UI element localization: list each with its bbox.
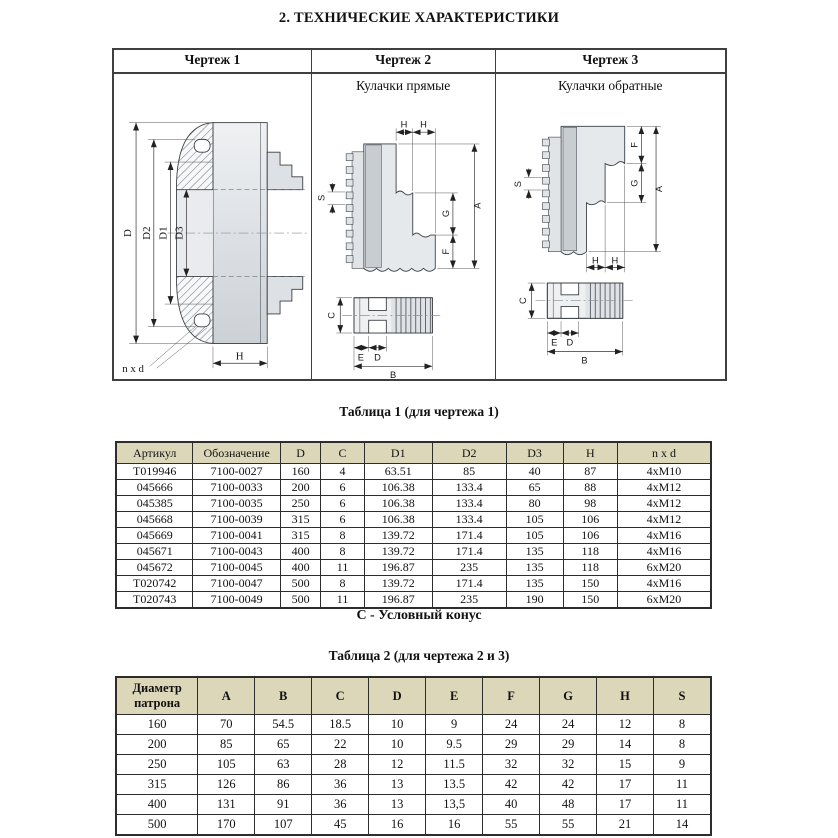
table-cell: 235 <box>432 592 506 609</box>
table1-caption: Таблица 1 (для чертежа 1) <box>339 404 499 419</box>
table-cell: 315 <box>280 512 321 528</box>
table-row <box>116 480 711 496</box>
table2-caption: Таблица 2 (для чертежа 2 и 3) <box>328 648 510 663</box>
table-cell: 139.72 <box>364 544 432 560</box>
table-cell: 4xM12 <box>617 512 711 528</box>
table-cell: 14 <box>597 735 654 755</box>
column-header: A <box>198 677 255 715</box>
table-cell: 55 <box>483 815 540 836</box>
table-cell: 105 <box>506 512 563 528</box>
dim-label-h1: H <box>400 119 408 130</box>
table-cell: 190 <box>506 592 563 609</box>
column-header: S <box>654 677 711 715</box>
table-cell: 8 <box>321 576 364 592</box>
table-cell: 315 <box>116 775 198 795</box>
table-cell: 88 <box>563 480 617 496</box>
table-cell: 65 <box>506 480 563 496</box>
table-cell: 54.5 <box>255 715 312 735</box>
table-cell: 7100-0047 <box>193 576 280 592</box>
table-cell: 17 <box>597 775 654 795</box>
table-cell: 85 <box>198 735 255 755</box>
table-cell: 29 <box>540 735 597 755</box>
column-header: Диаметр патрона <box>116 677 198 715</box>
dim-label-d: D <box>566 337 574 348</box>
drawing3-subtitle: Кулачки обратные <box>558 78 663 93</box>
drawings-table <box>112 48 727 381</box>
table-cell: 8 <box>654 715 711 735</box>
table-cell: 17 <box>597 795 654 815</box>
table-cell: 85 <box>432 464 506 480</box>
column-header: C <box>321 442 364 464</box>
table-cell: 9.5 <box>426 735 483 755</box>
table-cell: 11 <box>654 775 711 795</box>
dim-label-h: H <box>236 350 244 363</box>
table-cell: 91 <box>255 795 312 815</box>
table-cell: 12 <box>597 715 654 735</box>
table-cell: 170 <box>198 815 255 836</box>
column-header: E <box>426 677 483 715</box>
column-header: D <box>369 677 426 715</box>
table-cell: 7100-0049 <box>193 592 280 609</box>
column-header: H <box>597 677 654 715</box>
table-cell: 315 <box>280 528 321 544</box>
table-cell: 63.51 <box>364 464 432 480</box>
table-cell: 13 <box>369 775 426 795</box>
table-cell: 13,5 <box>426 795 483 815</box>
straight-jaw-drawing <box>312 97 495 379</box>
table-cell: 98 <box>563 496 617 512</box>
table-cell: 196.87 <box>364 592 432 609</box>
table-cell: 400 <box>280 544 321 560</box>
table-cell: 6 <box>321 480 364 496</box>
table-cell: 6 <box>321 512 364 528</box>
table-cell: 12 <box>369 755 426 775</box>
table-cell: 135 <box>506 544 563 560</box>
table-cell: 18.5 <box>312 715 369 735</box>
table-cell: 106.38 <box>364 496 432 512</box>
table-cell: 139.72 <box>364 528 432 544</box>
table-cell: 4xM16 <box>617 544 711 560</box>
drawing3-title: Чертеж 3 <box>496 50 725 74</box>
table-cell: 133.4 <box>432 480 506 496</box>
column-header: n x d <box>617 442 711 464</box>
table-cell: 500 <box>280 576 321 592</box>
table-cell: 105 <box>506 528 563 544</box>
table-row <box>116 795 711 815</box>
table-cell: 4 <box>321 464 364 480</box>
drawing-panel-3 <box>495 50 725 379</box>
table-cell: 171.4 <box>432 528 506 544</box>
table-cell: 171.4 <box>432 544 506 560</box>
table-cell: 400 <box>280 560 321 576</box>
table-row <box>116 592 711 609</box>
column-header: G <box>540 677 597 715</box>
dim-label-g: G <box>629 179 640 187</box>
table-cell: 250 <box>116 755 198 775</box>
table-cell: 118 <box>563 544 617 560</box>
table-cell: 13 <box>369 795 426 815</box>
table-cell: 8 <box>321 544 364 560</box>
table-row <box>116 715 711 735</box>
table-row <box>116 512 711 528</box>
table-cell: 133.4 <box>432 496 506 512</box>
dim-label-d2: D2 <box>141 226 154 240</box>
table-cell: 106.38 <box>364 480 432 496</box>
table-cell: 135 <box>506 560 563 576</box>
table-cell: 11.5 <box>426 755 483 775</box>
table-cell: 13.5 <box>426 775 483 795</box>
table-cell: 42 <box>540 775 597 795</box>
table-cell: 65 <box>255 735 312 755</box>
table-cell: 250 <box>280 496 321 512</box>
table-header-row <box>116 442 711 464</box>
table-cell: 36 <box>312 795 369 815</box>
table-cell: 80 <box>506 496 563 512</box>
table-cell: 32 <box>540 755 597 775</box>
cone-note: С - Условный конус <box>356 608 482 623</box>
table-cell: 7100-0041 <box>193 528 280 544</box>
table-row <box>116 560 711 576</box>
table-cell: 200 <box>116 735 198 755</box>
column-header: D1 <box>364 442 432 464</box>
table-cell: 6xM20 <box>617 560 711 576</box>
table-cell: 55 <box>540 815 597 836</box>
table-cell: 7100-0039 <box>193 512 280 528</box>
table-cell: 500 <box>280 592 321 609</box>
dim-label-e: E <box>357 352 364 363</box>
table-cell: 21 <box>597 815 654 836</box>
drawing1-subtitle <box>114 74 311 97</box>
table-cell: 24 <box>540 715 597 735</box>
dim-label-h1: H <box>591 255 599 266</box>
dim-label-s: S <box>316 194 327 201</box>
table-row <box>116 815 711 836</box>
table-cell: 7100-0035 <box>193 496 280 512</box>
table-cell: 107 <box>255 815 312 836</box>
dim-label-e: E <box>550 337 558 348</box>
table-cell: 045669 <box>116 528 193 544</box>
table-cell: 11 <box>654 795 711 815</box>
table-cell: 500 <box>116 815 198 836</box>
dim-label-h2: H <box>419 119 427 130</box>
spec-table-1 <box>115 441 712 609</box>
reverse-jaw-drawing <box>496 97 725 379</box>
dim-label-c: C <box>517 297 528 305</box>
column-header: B <box>255 677 312 715</box>
table-row <box>116 496 711 512</box>
table-cell: 4xM16 <box>617 528 711 544</box>
table-row <box>116 576 711 592</box>
table-cell: 32 <box>483 755 540 775</box>
table-cell: T020743 <box>116 592 193 609</box>
dim-label-d: D <box>373 352 381 363</box>
dim-label-b: B <box>581 355 588 366</box>
table-cell: 11 <box>321 560 364 576</box>
table-cell: 24 <box>483 715 540 735</box>
table-row <box>116 735 711 755</box>
column-header: C <box>312 677 369 715</box>
dim-label-a: A <box>472 202 483 209</box>
spec-table-2 <box>115 676 712 836</box>
table-cell: 196.87 <box>364 560 432 576</box>
column-header: D3 <box>506 442 563 464</box>
column-header: Обозначение <box>193 442 280 464</box>
table-cell: 29 <box>483 735 540 755</box>
table-cell: 4xM16 <box>617 576 711 592</box>
table-cell: 045385 <box>116 496 193 512</box>
table-cell: 11 <box>321 592 364 609</box>
dim-label-d1: D1 <box>157 226 170 240</box>
dim-label-h2: H <box>611 255 619 266</box>
table-cell: 045668 <box>116 512 193 528</box>
table-row <box>116 464 711 480</box>
drawing-panel-2 <box>311 50 495 379</box>
table-cell: 133.4 <box>432 512 506 528</box>
table-cell: 106 <box>563 528 617 544</box>
table-cell: 200 <box>280 480 321 496</box>
table-row <box>116 755 711 775</box>
table-cell: 6xM20 <box>617 592 711 609</box>
column-header: Артикул <box>116 442 193 464</box>
table-cell: 4xM12 <box>617 496 711 512</box>
table-cell: 126 <box>198 775 255 795</box>
dim-label-c: C <box>326 312 337 319</box>
column-header: D <box>280 442 321 464</box>
table-cell: 150 <box>563 576 617 592</box>
table-cell: 139.72 <box>364 576 432 592</box>
table-cell: 8 <box>321 528 364 544</box>
table-cell: 131 <box>198 795 255 815</box>
table-cell: 45 <box>312 815 369 836</box>
table-cell: 4xM10 <box>617 464 711 480</box>
table-cell: 235 <box>432 560 506 576</box>
table-cell: 16 <box>369 815 426 836</box>
table-cell: 135 <box>506 576 563 592</box>
table-cell: 36 <box>312 775 369 795</box>
table-cell: 16 <box>426 815 483 836</box>
dim-label-f: F <box>440 248 451 255</box>
table-cell: 8 <box>654 735 711 755</box>
table-cell: 10 <box>369 715 426 735</box>
drawing1-title: Чертеж 1 <box>114 50 311 74</box>
table-cell: T020742 <box>116 576 193 592</box>
table-cell: 7100-0033 <box>193 480 280 496</box>
table-cell: 9 <box>426 715 483 735</box>
table-cell: 70 <box>198 715 255 735</box>
table-header-row <box>116 677 711 715</box>
table-cell: 40 <box>483 795 540 815</box>
table-cell: 48 <box>540 795 597 815</box>
table-cell: 15 <box>597 755 654 775</box>
table-cell: 171.4 <box>432 576 506 592</box>
table-row <box>116 544 711 560</box>
page-title: 2. ТЕХНИЧЕСКИЕ ХАРАКТЕРИСТИКИ <box>278 10 560 26</box>
column-header: D2 <box>432 442 506 464</box>
table-row <box>116 775 711 795</box>
table-cell: 9 <box>654 755 711 775</box>
drawing2-subtitle: Кулачки прямые <box>356 78 451 93</box>
table-cell: 14 <box>654 815 711 836</box>
table-cell: 6 <box>321 496 364 512</box>
drawing-panel-1 <box>114 50 311 379</box>
dim-label-b: B <box>389 370 397 379</box>
table-row <box>116 528 711 544</box>
table-cell: 7100-0043 <box>193 544 280 560</box>
dim-label-a: A <box>653 185 664 193</box>
table-cell: 150 <box>563 592 617 609</box>
table-cell: 106.38 <box>364 512 432 528</box>
dim-label-d: D <box>122 229 135 237</box>
table-cell: 40 <box>506 464 563 480</box>
table-cell: 87 <box>563 464 617 480</box>
table-cell: 400 <box>116 795 198 815</box>
table-cell: 22 <box>312 735 369 755</box>
dim-label-s: S <box>512 181 523 188</box>
table-cell: 160 <box>280 464 321 480</box>
table-cell: 045672 <box>116 560 193 576</box>
table-cell: 045666 <box>116 480 193 496</box>
table-cell: 86 <box>255 775 312 795</box>
table-cell: 10 <box>369 735 426 755</box>
table-cell: 160 <box>116 715 198 735</box>
chuck-drawing <box>114 97 310 379</box>
column-header: H <box>563 442 617 464</box>
table-cell: 63 <box>255 755 312 775</box>
table-cell: 105 <box>198 755 255 775</box>
table-cell: 045671 <box>116 544 193 560</box>
table-cell: 42 <box>483 775 540 795</box>
table-cell: 28 <box>312 755 369 775</box>
drawing2-title: Чертеж 2 <box>312 50 495 74</box>
table-cell: T019946 <box>116 464 193 480</box>
dim-label-nxd: n x d <box>122 363 145 376</box>
table-cell: 106 <box>563 512 617 528</box>
dim-label-f: F <box>629 142 640 148</box>
table-cell: 7100-0045 <box>193 560 280 576</box>
table-cell: 4xM12 <box>617 480 711 496</box>
column-header: F <box>483 677 540 715</box>
table-cell: 118 <box>563 560 617 576</box>
dim-label-d3: D3 <box>173 226 186 240</box>
table-cell: 7100-0027 <box>193 464 280 480</box>
dim-label-g: G <box>440 209 451 218</box>
